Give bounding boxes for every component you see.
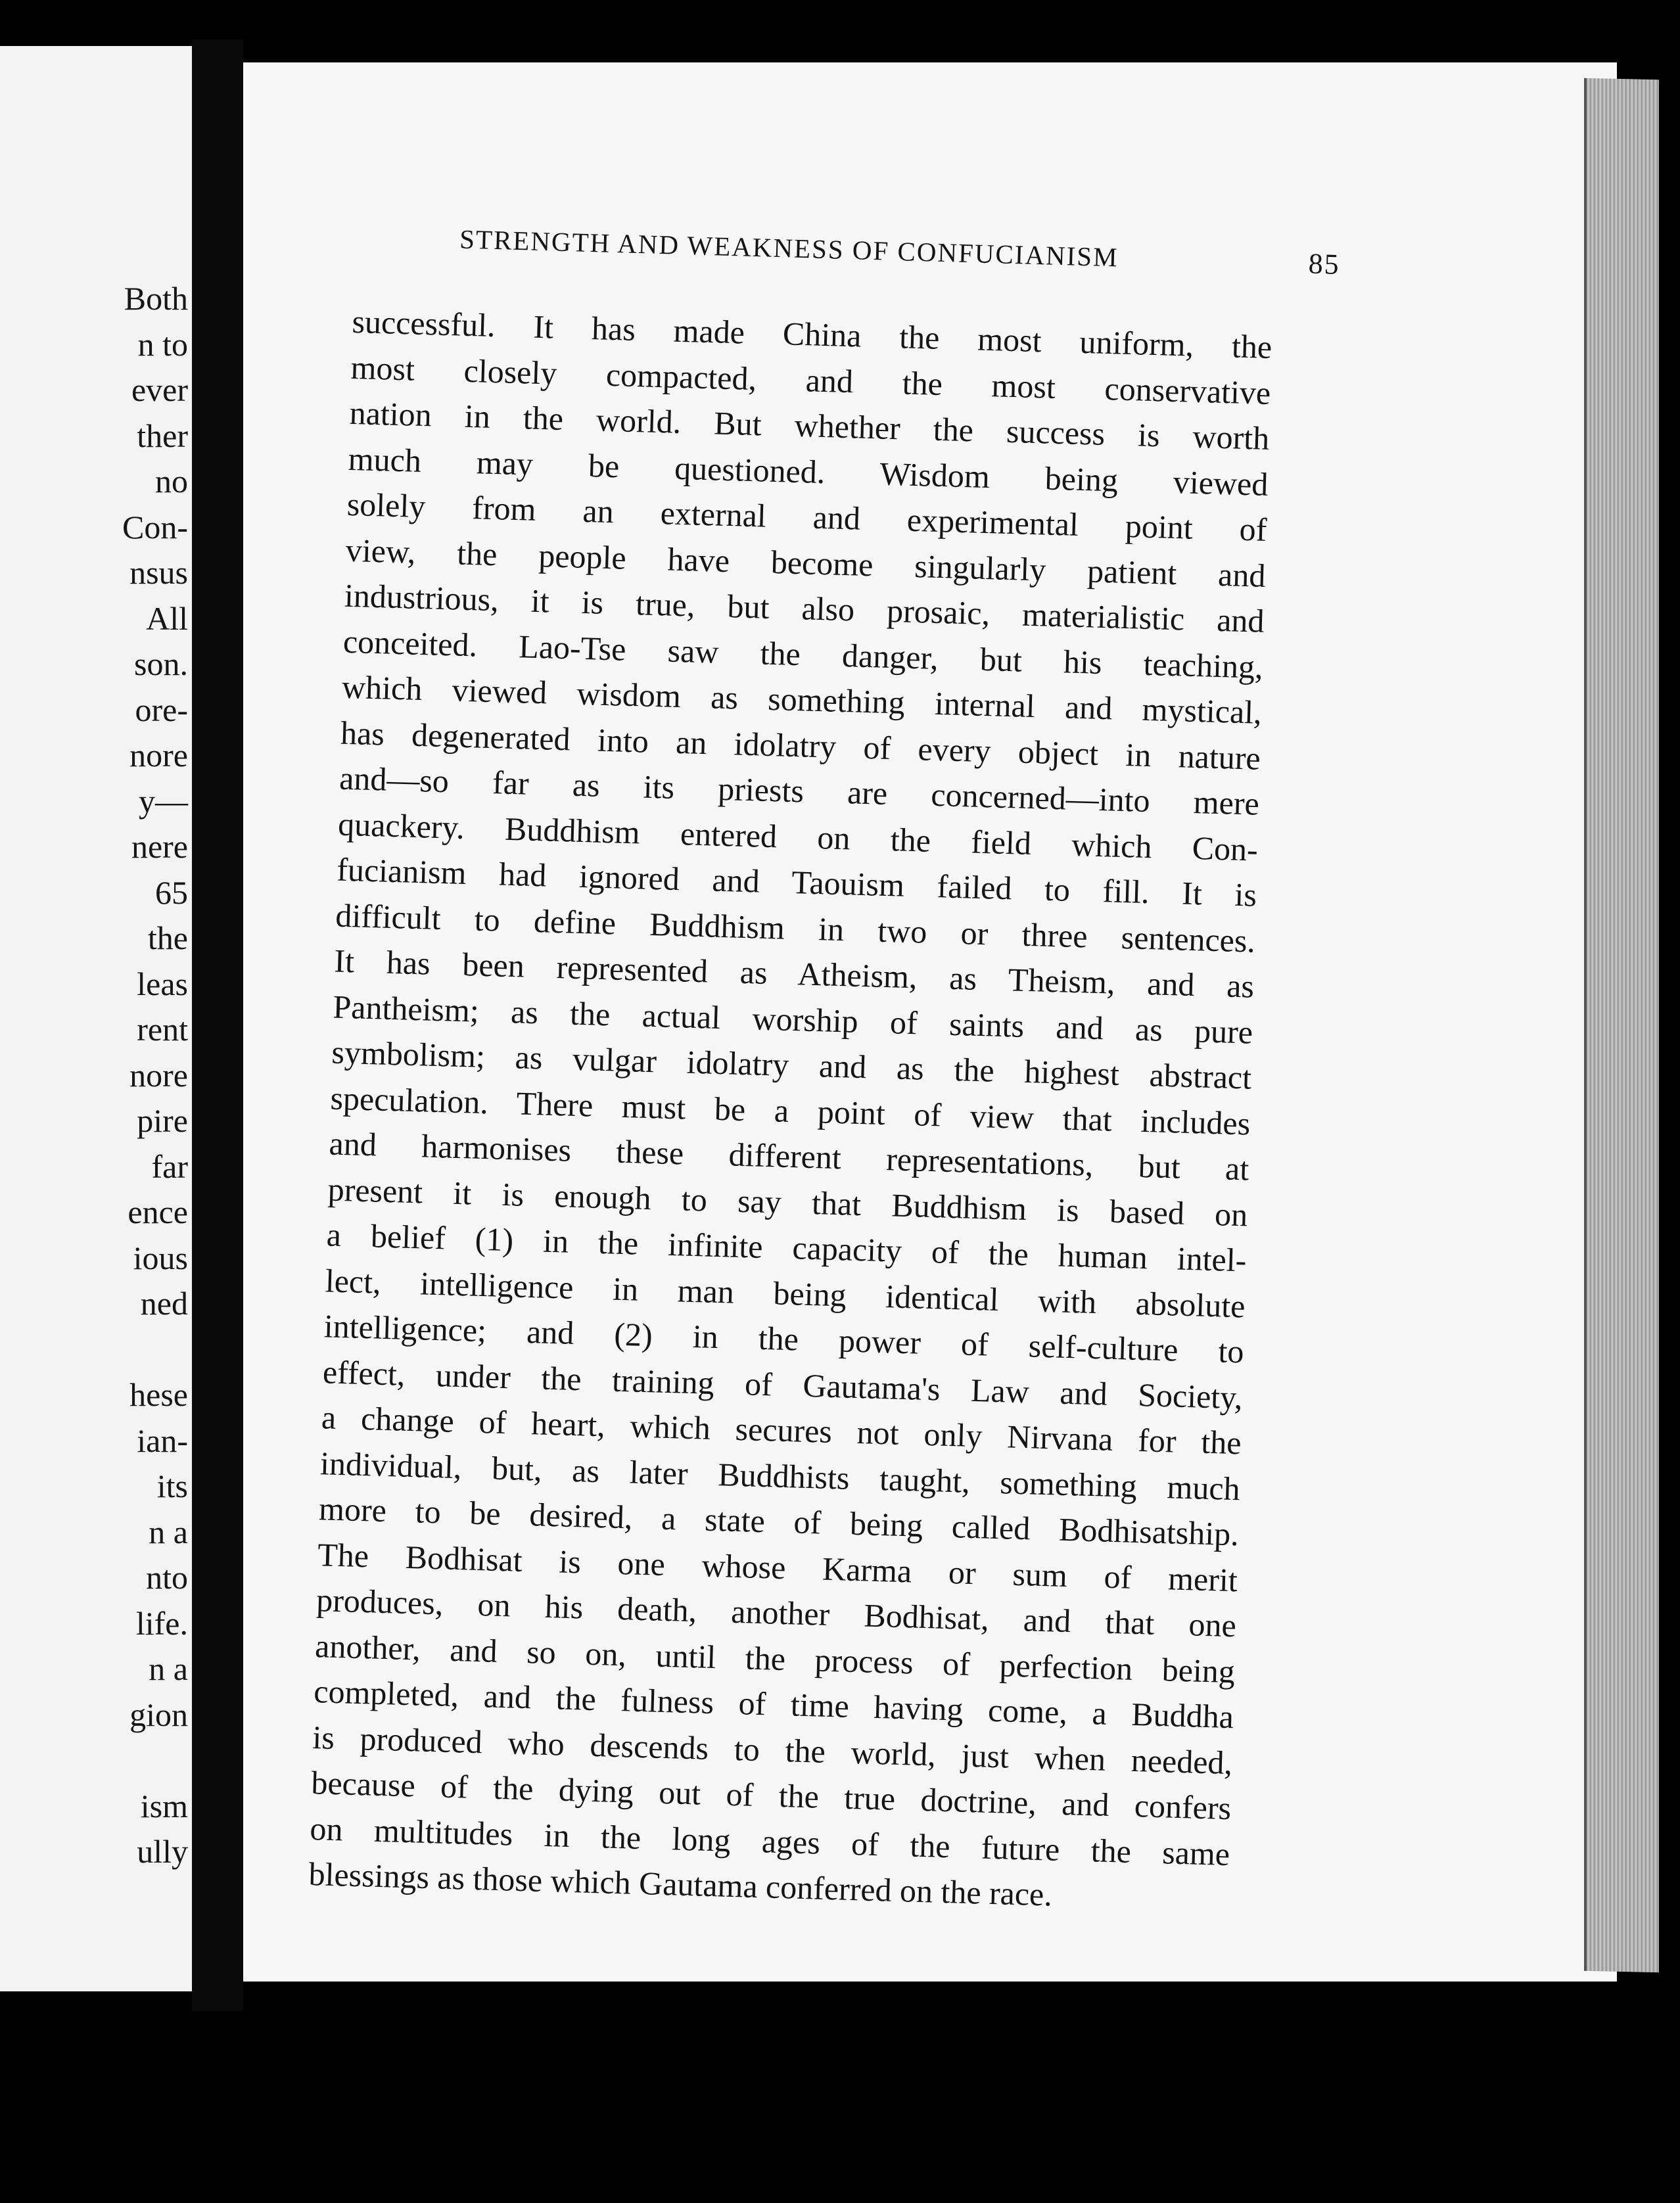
left-page-line-fragment: ore- [135, 691, 188, 728]
left-page-line-fragment: hese [129, 1376, 188, 1413]
body-line: effect, under the training of Gautama's Law and Society, [322, 1353, 1244, 1416]
left-page-line-fragment: far [151, 1148, 188, 1185]
body-line: more to be desired, a state of being called Bodhisatship. [318, 1490, 1240, 1553]
body-line: most closely compacted, and the most conservative [350, 348, 1271, 411]
book-gutter [192, 39, 243, 2011]
left-page-line-fragment: the [147, 919, 188, 956]
body-line: The Bodhisat is one whose Karma or sum of merit [317, 1535, 1238, 1598]
left-page-line-fragment: life. [135, 1604, 188, 1642]
left-page-line-fragment: ian- [137, 1422, 188, 1459]
body-line: intelligence; and (2) in the power of self-culture to [323, 1307, 1245, 1370]
body-line: lect, intelligence in man being identical with absolute [325, 1261, 1246, 1324]
left-page-line-fragment: nere [131, 828, 188, 865]
left-page-line-fragment: its [156, 1468, 188, 1504]
body-line: speculation. There must be a point of view that includes [329, 1078, 1251, 1142]
left-page-line-fragment: n to [137, 325, 188, 363]
left-page-line-fragment: ence [128, 1194, 188, 1230]
body-line: a change of heart, which secures not only Nirvana for the [321, 1399, 1242, 1462]
left-page [0, 46, 196, 1991]
body-line: industrious, it is true, but also prosaic, materialistic and [344, 576, 1265, 639]
body-line: individual, but, as later Buddhists taught, something much [319, 1444, 1241, 1507]
body-line: much may be questioned. Wisdom being viewed [348, 440, 1269, 503]
left-page-line-fragment: gion [129, 1696, 188, 1733]
left-page-line-fragment: nsus [129, 554, 188, 591]
left-page-line-fragment: Con- [122, 508, 188, 545]
body-line: difficult to define Buddhism in two or three sentences. [335, 896, 1256, 960]
left-page-line-fragment: son. [134, 645, 188, 682]
body-line: because of the dying out of the true doctrine, and confers [310, 1764, 1232, 1827]
left-page-line-fragment: n a [149, 1650, 188, 1687]
body-line: successful. It has made China the most uniform, the [351, 302, 1272, 366]
left-page-line-fragment: nore [129, 1056, 188, 1094]
left-page-line-fragment: 65 [155, 873, 188, 911]
body-line: quackery. Buddhism entered on the field which Con- [337, 805, 1259, 868]
body-line: and—so far as its priests are concerned—into mere [338, 759, 1260, 822]
body-line: It has been represented as Atheism, as Theism, and as [333, 942, 1255, 1005]
left-page-line-fragment: ious [133, 1239, 188, 1276]
body-line: Pantheism; as the actual worship of saints and as pure [332, 988, 1253, 1051]
left-page-line-fragment: ther [137, 417, 188, 454]
left-page-line-fragment: n a [149, 1513, 188, 1550]
body-line: produces, on his death, another Bodhisat, and that one [315, 1581, 1237, 1644]
page-edges [1584, 78, 1659, 1972]
left-page-line-fragment: pire [137, 1102, 188, 1139]
left-page-line-fragment: ned [140, 1285, 188, 1322]
body-line: blessings as those which Gautama conferred on the race. [308, 1855, 1053, 1913]
left-page-line-fragment: rent [137, 1011, 188, 1048]
left-page-line-fragment: no [155, 463, 188, 499]
body-line: view, the people have become singularly patient and [345, 531, 1267, 594]
body-line: fucianism had ignored and Taouism failed to fill. It is [336, 850, 1257, 914]
body-line: is produced who descends to the world, just when needed, [312, 1718, 1233, 1781]
left-page-line-fragment: ism [140, 1787, 188, 1824]
body-line: solely from an external and experimental point of [346, 485, 1268, 548]
page-number: 85 [1308, 247, 1341, 281]
body-line: completed, and the fulness of time having come, a Buddha [313, 1673, 1234, 1736]
left-page-line-fragment: y— [139, 782, 188, 820]
body-line: a belief (1) in the infinite capacity of the human intel- [326, 1216, 1248, 1279]
body-line: present it is enough to say that Buddhism is based on [327, 1170, 1249, 1234]
body-line: nation in the world. But whether the success is worth [349, 394, 1271, 457]
left-page-line-fragment: Both [124, 280, 188, 317]
body-line: which viewed wisdom as something internal and mystical, [341, 668, 1263, 731]
left-page-line-fragment: leas [137, 965, 188, 1002]
left-page-line-fragment: All [146, 599, 188, 637]
body-line: has degenerated into an idolatry of every object in nature [340, 714, 1261, 777]
body-text [308, 299, 1272, 1923]
body-line: and harmonises these different representations, but at [328, 1125, 1250, 1188]
running-head-title: STRENGTH AND WEAKNESS OF CONFUCIANISM [459, 223, 1119, 273]
body-line: another, and so on, until the process of perfection being [314, 1627, 1236, 1690]
left-page-line-fragment: nto [146, 1559, 188, 1596]
body-line: on multitudes in the long ages of the future the same [309, 1809, 1230, 1872]
left-page-line-fragment: ully [137, 1833, 188, 1870]
body-line: symbolism; as vulgar idolatry and as the highest abstract [331, 1033, 1252, 1096]
body-line: conceited. Lao-Tse saw the danger, but his teaching, [342, 622, 1264, 685]
left-page-line-fragment: ever [131, 371, 188, 408]
left-page-line-fragment: nore [129, 737, 188, 774]
